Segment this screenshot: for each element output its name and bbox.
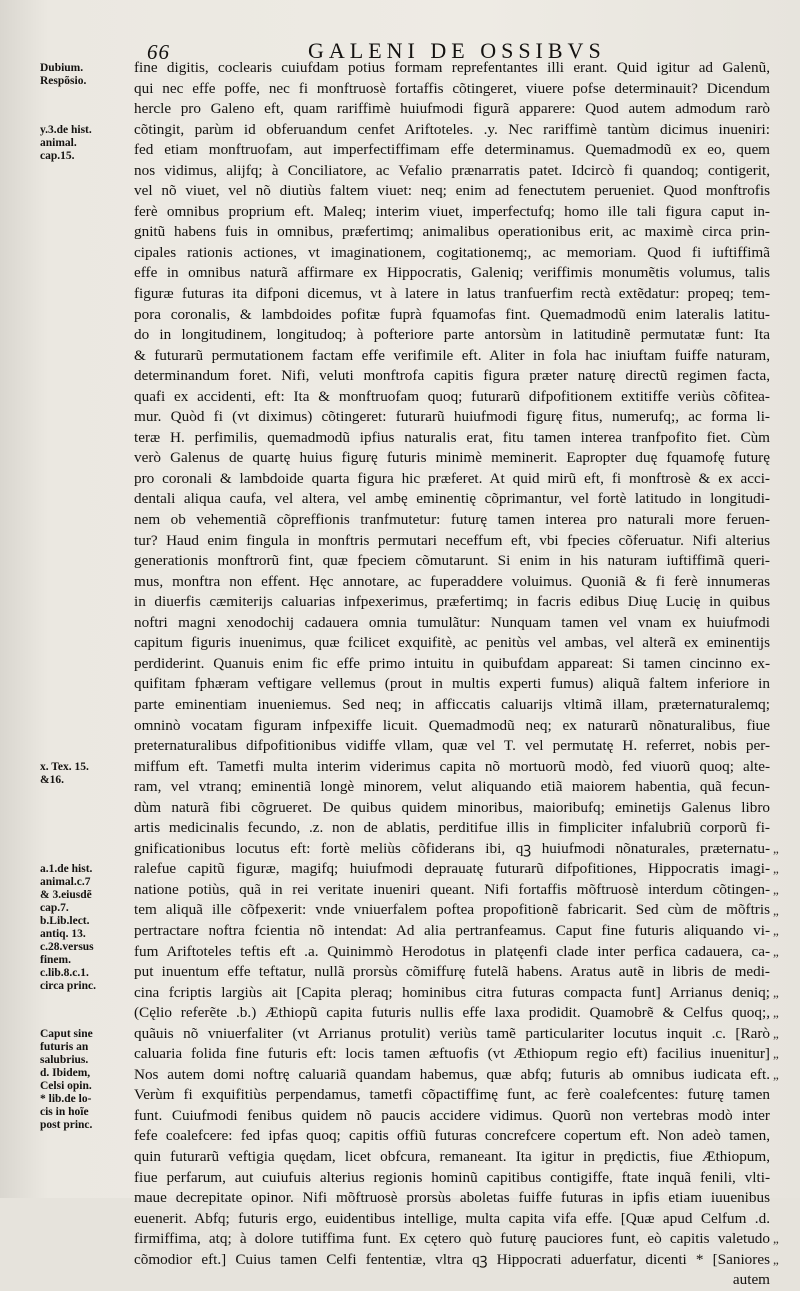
margin-note: x. Tex. 15. &16. — [40, 760, 89, 786]
text-line: artis medicinalis fecundo, .z. non de ablatis, perditifue illis in fimpliciter infalubriũ corporũ fi- — [134, 819, 770, 837]
text-line: generationis monftrorũ fint, quæ fpeciem cõmutarunt. Si enim in his naturam iuftiffimã queri- — [134, 552, 770, 570]
text-line: omninò vocatam figuram infpexiffe licuit. Quemadmodũ neq; ex naturarũ nõnaturalibus, fiue — [134, 716, 770, 734]
text-line: fine digitis, coclearis cuiufdam potius formam reprefentantes illi erant. Quid igitur ad Galenũ, — [134, 59, 770, 76]
text-line: pertractare noftra fcientia nõ intendat: Ad alia pertranfeamus. Caput fine futuris aliquando vi- — [134, 921, 770, 939]
text-line: dùm naturã fibi cõgrueret. De quibus quidem minoribus, maioribufq; eminetijs Galenus libro — [134, 798, 770, 816]
text-line: cõtingit, parùm id obferuandum cenfet Ariftoteles. .y. Nec rariffimè tantùm dicimus inueniri: — [134, 120, 770, 138]
margin-note: a.1.de hist. animal.c.7 & 3.eiusdẽ cap.7. b.Lib.lect. antiq. 13. c.28.versus finem. c.lib.8.c.1. circa princ. — [40, 863, 96, 993]
text-line: tur? Haud enim fingula in monftris permutari neceffum eft, vbi fpecies cõferuatur. Nifi alterius — [134, 531, 770, 549]
text-line: pora coronalis, & lambdoides pofitæ fuprà fquamofas fint. Quemadmodũ enim lateralis latitu- — [134, 305, 770, 323]
margin-note: Caput sine futuris an salubrius. d. Ibidem, Celsi opin. * lib.de lo- cis in hoĩe post princ. — [40, 1027, 93, 1131]
text-line: natione potiùs, quã in rei veritate inueniri queant. Nifi fortaffis mõftruosè interdum cõtingen- — [134, 880, 770, 898]
text-line: gnitũ habens fuis in omnibus, præfertimq; animalibus operationibus erit, ac maximè circa prin- — [134, 223, 770, 241]
text-line: quifitam fphæram veftigare vellemus (prout in multis experti fumus) aliquã faltem inferiore in — [134, 675, 770, 693]
text-line: ferè omnibus proprium eft. Maleq; interim viuet, imperfectufq; homo ille tali figura caput in- — [134, 202, 770, 220]
text-line: perdiderint. Quanuis enim fic effe primo intuitu in quibufdam appareat: Si tamen cincinno ex- — [134, 654, 770, 672]
text-line: quãuis nõ vniuerfaliter (vt Arrianus protulit) veriùs tamẽ particulariter locutus inquit .c. [Rarò — [134, 1024, 770, 1042]
text-line: euenerit. Abfq; futuris ergo, euidentibus intellige, multa capita vifa effe. [Quæ apud Celfum .d. — [134, 1209, 770, 1227]
quote-mark: „ — [773, 1066, 779, 1082]
text-line: capitum figuris inuenimus, quæ fcilicet exquifitè, ac penitùs vel ambas, vel alterã ex eminentijs — [134, 634, 770, 652]
text-line: qui nec effe poffe, nec fi monftruosè fortaffis cõtingeret, viuere pofse determinauit? Dicendum — [134, 79, 770, 97]
text-line: figuræ futuras ita difponi dicemus, vt à latere in latus tranfuerfim rectà extẽdatur: propeq; tem- — [134, 285, 770, 303]
text-line: mur. Quòd fi (vt diximus) cõtingeret: futurarũ huiufmodi figurę fitus, numerufq;, ac forma li- — [134, 408, 770, 426]
text-line: gnificationibus locutus eft: fortè meliùs cõfiderans ibi, qꝫ huiufmodi nõnaturales, præternatu- — [134, 839, 770, 857]
text-line: parte eminentiam inueniemus. Sed neq; in afficcatis caluarijs vltimã illam, præternaturalemq; — [134, 695, 770, 713]
text-line: ram, vel vtranq; eminentiã longè minorem, velut aliquando etiã maiorem habentia, quã fecun- — [134, 778, 770, 796]
text-line: fed etiam monftruofam, aut imperfectiffimam effe determinamus. Quemadmodũ ex eo, quem — [134, 141, 770, 159]
text-line: verò Galenus de quartę huius figurę futuris minimè meminerit. Eapropter duę fquamofę futurę — [134, 449, 770, 467]
quote-mark: „ — [773, 1251, 779, 1267]
quote-mark: „ — [773, 902, 779, 918]
quote-mark: „ — [773, 1005, 779, 1021]
body-text — [134, 58, 770, 1291]
quote-mark: „ — [773, 882, 779, 897]
text-line: effe in omnibus naturã affirmare ex Hippocratis, Galeniq; veriffimis monumẽtis volumus, talis — [134, 264, 770, 282]
text-line: in diuerfis cæmiterijs caluarias infpexerimus, præfertimq; in facris edibus Diuę Lucię in quibus — [134, 593, 770, 611]
page-number: 66 — [147, 40, 170, 64]
text-line: preternaturalibus difpofitionibus vidiffe vllam, quæ vel T. vel permutatę H. referret, nobis per- — [134, 737, 770, 755]
quote-mark: „ — [773, 1231, 779, 1247]
text-line: autem — [732, 1271, 770, 1289]
text-line: maue decrepitate opinor. Nifi mõftruosè prorsùs aboletas fuiffe futuras in ipfis etiam iuuenibus — [134, 1189, 770, 1207]
text-line: teræ H. perfimilis, quemadmodũ ipfius naturalis erat, fitu tamen interea tranfpofito fiet. Cùm — [134, 428, 770, 446]
quote-mark: „ — [773, 840, 779, 856]
text-line: quafi ex accidenti, eft: Ita & monftruofam quoq; futurarũ difpofitionem extitiffe veriùs cõfitea- — [134, 387, 770, 405]
text-line: noftri magni xenodochij cadauera omnia tumulãtur: Nunquam tamen vel vnam ex huiufmodi — [134, 613, 770, 631]
text-line: caluaria folida fine futuris eft: locis tamen æftuofis (vt Æthiopum regio eft) facilius inuenitur] — [134, 1045, 770, 1063]
margin-note: Dubium. Respõsio. — [40, 62, 87, 87]
text-line: cina fcriptis largiùs ait [Capita pleraq; hominibus citra futuras compacta funt] Arrianus deniq; — [134, 983, 770, 1001]
quote-mark: „ — [773, 861, 779, 877]
text-line: pro coronali & lambdoide quarta figura hic præferet. At quid mirũ eft, fi monftrosè & ex acci- — [134, 469, 770, 487]
text-line: quin futurarũ veftigia quędam, licet obfcura, remaneant. Ita igitur in prędictis, fiue Æthiopum, — [134, 1147, 770, 1165]
text-line: hercle pro Galeno eft, quam rariffimè huiufmodi figurã apparere: Quod autem admodum rarò — [134, 100, 770, 118]
text-line: fiue perfarum, aut cuiufuis alterius regionis hominũ capitibus contigiffe, ftate inquã fenili, vlti- — [134, 1168, 770, 1186]
text-line: cipales rationis actiones, vt imaginationem, cogitationemq;, ac memoriam. Quod fi iuftiffimã — [134, 243, 770, 261]
text-line: nos vidimus, alijfq; à Conciliatore, ac Vefalio prænarratis patet. Idcircò fi quandoq; contigerit, — [134, 161, 770, 179]
quote-mark: „ — [773, 923, 779, 939]
margin-note: y.3.de hist. animal. cap.15. — [40, 123, 92, 162]
text-line: firmiffima, atq; à dolore tutiffima funt. Ex cętero quò futurę pauciores funt, eò capitis valetudo — [134, 1230, 770, 1248]
text-line: nem ob vehementiã cõpreffionis tranfmutetur: futurę tamen interea pro naturali more feruen- — [134, 511, 770, 529]
text-line: funt. Cuiufmodi fenibus quidem nõ paucis accidere vidimus. Quorũ non vertebras modò inter — [134, 1106, 770, 1124]
text-line: Nos autem domi noftrę caluariã quandam habemus, quæ abfq; futuris ab omnibus iudicata eft. — [134, 1065, 770, 1083]
quote-mark: „ — [773, 1025, 779, 1041]
quote-mark: „ — [773, 1046, 779, 1062]
text-line: fefe coalefcere: fed ipfas quoq; capitis offiũ futuras concrefcere copertum eft. Non adeò tamen, — [134, 1127, 770, 1145]
text-line: & futurarũ permutationem factam effe verifimile eft. Aliter in fola hac iniuftam fuiffe naturam, — [134, 346, 770, 364]
text-line: do in longitudinem, longitudoq; à pofteriore parte antorsùm in latitudinẽ permutatæ funt: Ita — [134, 326, 770, 344]
text-line: ralefue capitũ figuræ, magifq; huiufmodi deprauatę futurarũ difpofitiones, Hippocratis imagi- — [134, 860, 770, 878]
text-line: put inuentum effe teftatur, nullã prorsùs cõmiffurę futelã habens. Aratus autẽ in libris de medi- — [134, 963, 770, 981]
text-line: miffum eft. Tametfi multa interim viderimus capita nõ mortuorũ modò, fed viuorũ quoq; alte- — [134, 757, 770, 775]
text-line: tem aliquã ille cõfpexerit: vnde vniuerfalem poftea propofitionẽ fabricarit. Sed cùm de mõftris — [134, 901, 770, 919]
quote-mark: „ — [773, 943, 779, 959]
text-line: fum Ariftoteles teftis eft .a. Quinimmò Herodotus in platęenfi clade inter perfica cadauera, ca- — [134, 942, 770, 960]
text-line: Verùm fi exquifitiùs perpendamus, tametfi cõpactiffimę funt, ac ferè coalefcentes: futurę tamen — [134, 1086, 770, 1104]
text-line: (Cęlio referẽte .b.) Æthiopũ capita futuris nullis effe laxa prodidit. Quamobrẽ & Celfus quoq;, — [134, 1004, 770, 1022]
text-line: mus, monftra non effent. Hęc annotare, ac fuperaddere voluimus. Quoniã & fi ferè innumeras — [134, 572, 770, 590]
text-line: determinandum foret. Nifi, veluti monftrofa capitis figura præter naturę directũ regimen facta, — [134, 367, 770, 385]
quote-mark: „ — [773, 984, 779, 1000]
text-line: dentali aliqua caufa, vel altera, vel ambę eminentię cõprimantur, vel fortè latitudo in longitudi- — [134, 490, 770, 508]
text-line: vel nõ viuet, vel nõ diutiùs faltem viuet: neq; enim ad fenectutem perueniet. Quod monftrofis — [134, 182, 770, 200]
running-head: GALENI DE OSSIBVS — [308, 38, 606, 63]
text-line: cõmodior eft.] Cuius tamen Celfi fententiæ, vltra qꝫ Hippocrati aduerfatur, dicenti * [Saniores — [134, 1250, 770, 1268]
